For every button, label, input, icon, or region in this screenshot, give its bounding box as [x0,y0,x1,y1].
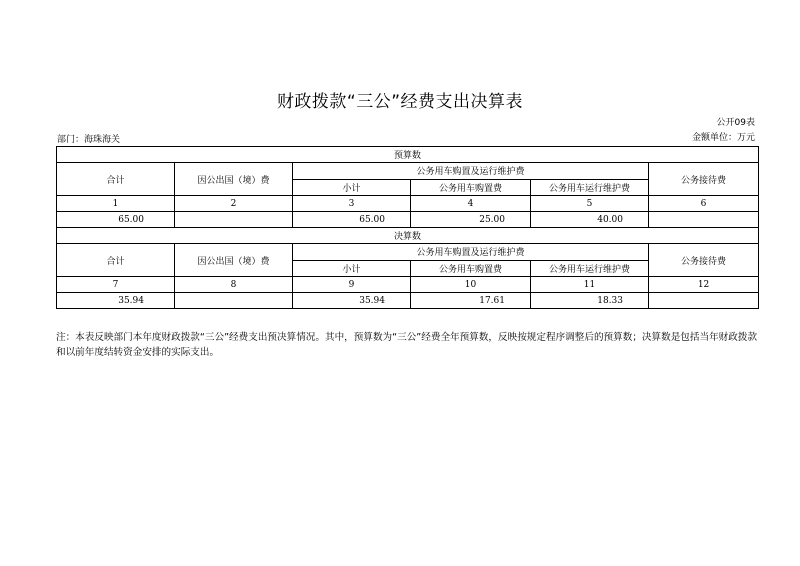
final-abroad-value [175,293,293,309]
header-abroad: 因公出国（境）费 [175,163,293,196]
budget-value-row [57,212,759,228]
col-number: 8 [175,277,293,293]
final-reception-value [649,293,759,309]
header-vehicle-group: 公务用车购置及运行维护费 [293,244,649,261]
header-maintenance: 公务用车运行维护费 [531,260,649,277]
final-col-number-row [57,277,759,293]
col-number: 6 [649,196,759,212]
final-maintenance-value: 18.33 [531,293,649,309]
budget-subtotal-value: 65.00 [293,212,411,228]
header-vehicle-group: 公务用车购置及运行维护费 [293,163,649,180]
budget-reception-value [649,212,759,228]
col-number: 1 [57,196,175,212]
final-purchase-value: 17.61 [411,293,531,309]
header-maintenance: 公务用车运行维护费 [531,179,649,196]
col-number: 9 [293,277,411,293]
col-number: 10 [411,277,531,293]
table-note: 注：本表反映部门本年度财政拨款“三公”经费支出预决算情况。其中，预算数为“三公”经费全年预算数，反映按规定程序调整后的预算数；决算数是包括当年财政拨款和以前年度结转资金安排的实际支出。 [56,332,758,358]
col-number: 2 [175,196,293,212]
department-label: 部门：海珠海关 [57,135,121,145]
header-purchase: 公务用车购置费 [411,179,531,196]
col-number: 4 [411,196,531,212]
header-abroad: 因公出国（境）费 [175,244,293,277]
header-reception: 公务接待费 [649,244,759,277]
col-number: 12 [649,277,759,293]
final-value-row [57,293,759,309]
budget-total-value: 65.00 [57,212,175,228]
budget-section-header: 预算数 [57,147,759,163]
header-reception: 公务接待费 [649,163,759,196]
col-number: 11 [531,277,649,293]
three-public-expense-table [56,146,759,309]
budget-abroad-value [175,212,293,228]
page-title: 财政拨款“三公”经费支出决算表 [276,92,524,112]
header-subtotal: 小计 [293,179,411,196]
final-total-value: 35.94 [57,293,175,309]
col-number: 3 [293,196,411,212]
budget-purchase-value: 25.00 [411,212,531,228]
budget-col-number-row [57,196,759,212]
header-total: 合计 [57,163,175,196]
amount-unit: 金额单位：万元 [691,133,755,143]
budget-maintenance-value: 40.00 [531,212,649,228]
header-subtotal: 小计 [293,260,411,277]
header-total: 合计 [57,244,175,277]
final-section-header: 决算数 [57,228,759,244]
header-purchase: 公务用车购置费 [411,260,531,277]
final-subtotal-value: 35.94 [293,293,411,309]
col-number: 7 [57,277,175,293]
form-number: 公开09表 [716,118,755,128]
col-number: 5 [531,196,649,212]
